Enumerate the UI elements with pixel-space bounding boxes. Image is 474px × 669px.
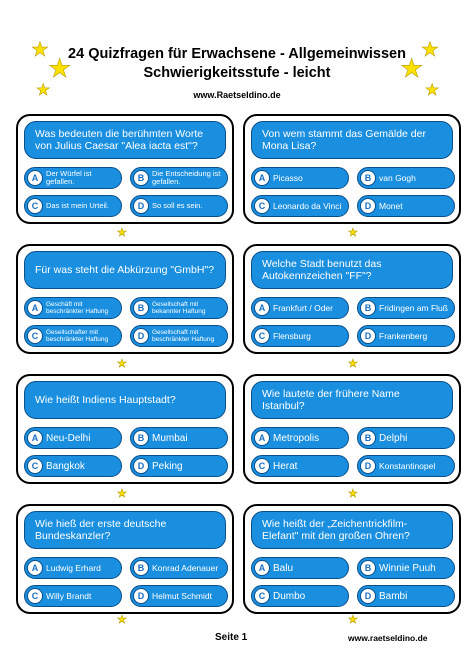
answer-option-b[interactable] (357, 427, 455, 449)
answer-letter: D (360, 588, 376, 604)
answer-text: Delphi (379, 432, 408, 444)
answer-option-d[interactable] (357, 585, 455, 607)
star-icon: ★ (117, 358, 127, 370)
answer-letter: D (133, 588, 149, 604)
answer-text: Konstantinopel (379, 460, 436, 471)
star-icon: ★ (425, 82, 440, 99)
answer-option-d[interactable] (130, 585, 228, 607)
star-icon: ★ (36, 82, 51, 99)
answer-letter: C (254, 588, 270, 604)
answer-text: Frankfurt / Oder (273, 302, 333, 313)
quiz-card (243, 244, 461, 354)
answer-letter: A (27, 560, 43, 576)
question: Wie heißt der „Zeichentrickfilm-Elefant" mit den großen Ohren? (251, 511, 453, 549)
answer-option-d[interactable] (357, 455, 455, 477)
answer-option-c[interactable] (24, 585, 122, 607)
quiz-card (243, 504, 461, 614)
answer-letter: A (254, 300, 270, 316)
answer-option-b[interactable] (130, 427, 228, 449)
quiz-card (16, 374, 234, 484)
question: Für was steht die Abkürzung "GmbH"? (24, 251, 226, 289)
answer-option-b[interactable] (130, 557, 228, 579)
header-website: www.Raetseldino.de (193, 90, 281, 100)
answer-option-c[interactable] (251, 195, 349, 217)
star-icon: ★ (400, 53, 424, 83)
answer-text: Monet (379, 200, 403, 211)
answer-letter: A (254, 170, 270, 186)
answer-letter: B (360, 560, 376, 576)
answer-option-b[interactable] (130, 297, 228, 319)
answer-text: Geschäft mit beschränkter Haftung (46, 300, 109, 315)
question: Welche Stadt benutzt das Autokennzeichen "FF"? (251, 251, 453, 289)
answer-letter: D (360, 458, 376, 474)
answer-letter: B (133, 560, 149, 576)
answer-text: Neu-Delhi (46, 432, 91, 444)
star-icon: ★ (117, 488, 127, 500)
answer-letter: B (133, 170, 149, 186)
quiz-card (16, 244, 234, 354)
star-icon: ★ (348, 227, 358, 239)
answer-letter: B (360, 300, 376, 316)
question: Wie lautete der frühere Name Istanbul? (251, 381, 453, 419)
answer-letter: A (254, 430, 270, 446)
answer-letter: C (254, 328, 270, 344)
answer-option-c[interactable] (251, 585, 349, 607)
answer-text: Gesellschaft mit beschränkter Haftung (152, 328, 215, 343)
answer-letter: B (360, 430, 376, 446)
answer-option-a[interactable] (24, 297, 122, 319)
answer-option-b[interactable] (357, 297, 455, 319)
answer-text: Gesellschafter mit beschränkter Haftung (46, 328, 109, 343)
answer-option-a[interactable] (24, 167, 122, 189)
answer-letter: A (27, 170, 43, 186)
answer-letter: D (133, 328, 149, 344)
question: Was bedeuten die berühmten Worte von Julius Caesar "Alea iacta est"? (24, 121, 226, 159)
answer-option-c[interactable] (24, 455, 122, 477)
quiz-card (16, 114, 234, 224)
answer-letter: A (254, 560, 270, 576)
footer-website[interactable]: www.raetseldino.de (348, 633, 428, 643)
answer-option-d[interactable] (357, 325, 455, 347)
answer-option-b[interactable] (130, 167, 228, 189)
answer-text: Willy Brandt (46, 590, 92, 601)
answer-option-b[interactable] (357, 557, 455, 579)
answer-text: Bangkok (46, 460, 85, 472)
star-icon: ★ (48, 53, 72, 83)
answer-text: Leonardo da Vinci (273, 200, 342, 211)
answer-letter: D (133, 198, 149, 214)
answer-letter: C (27, 328, 43, 344)
question: Wie heißt Indiens Hauptstadt? (24, 381, 226, 419)
page-subtitle: Schwierigkeitsstufe - leicht (143, 65, 331, 81)
answer-option-d[interactable] (130, 195, 228, 217)
page-number: Seite 1 (215, 632, 248, 643)
quiz-card (243, 114, 461, 224)
answer-text: Helmut Schmidt (152, 590, 212, 601)
answer-option-c[interactable] (251, 455, 349, 477)
answer-text: Herat (273, 460, 298, 472)
answer-letter: B (133, 430, 149, 446)
answer-letter: B (360, 170, 376, 186)
answer-option-d[interactable] (130, 455, 228, 477)
answer-text: Gesellschaft mit bekannter Haftung (152, 300, 206, 315)
answer-text: Mumbai (152, 432, 188, 444)
answer-letter: D (133, 458, 149, 474)
star-icon: ★ (117, 614, 127, 626)
answer-letter: B (133, 300, 149, 316)
answer-text: Fridingen am Fluß (379, 302, 448, 313)
answer-option-a[interactable] (24, 427, 122, 449)
answer-text: Balu (273, 562, 294, 574)
answer-letter: A (27, 430, 43, 446)
answer-text: So soll es sein. (152, 200, 203, 210)
answer-text: van Gogh (379, 172, 416, 183)
answer-option-c[interactable] (251, 325, 349, 347)
star-icon: ★ (31, 39, 49, 61)
question: Von wem stammt das Gemälde der Mona Lisa? (251, 121, 453, 159)
answer-letter: D (360, 328, 376, 344)
answer-option-a[interactable] (251, 427, 349, 449)
answer-letter: C (27, 198, 43, 214)
question: Wie hieß der erste deutsche Bundeskanzler? (24, 511, 226, 549)
answer-option-c[interactable] (24, 195, 122, 217)
answer-text: Bambi (379, 590, 408, 602)
star-icon: ★ (348, 488, 358, 500)
answer-text: Metropolis (273, 432, 320, 444)
answer-option-b[interactable] (357, 167, 455, 189)
star-icon: ★ (348, 358, 358, 370)
answer-text: Picasso (273, 172, 303, 183)
answer-text: Der Würfel ist gefallen. (46, 168, 92, 186)
answer-text: Konrad Adenauer (152, 562, 219, 573)
answer-letter: C (254, 198, 270, 214)
answer-text: Das ist mein Urteil. (46, 200, 109, 210)
quiz-card (16, 504, 234, 614)
answer-option-c[interactable] (24, 325, 122, 347)
answer-letter: D (360, 198, 376, 214)
answer-letter: C (27, 588, 43, 604)
answer-option-d[interactable] (130, 325, 228, 347)
answer-option-a[interactable] (251, 557, 349, 579)
star-icon: ★ (117, 227, 127, 239)
quiz-card (243, 374, 461, 484)
answer-text: Frankenberg (379, 330, 428, 341)
answer-text: Flensburg (273, 330, 311, 341)
page-title: 24 Quizfragen für Erwachsene - Allgemeinwissen (68, 46, 406, 62)
star-icon: ★ (421, 39, 439, 61)
answer-option-a[interactable] (251, 297, 349, 319)
answer-text: Ludwig Erhard (46, 562, 101, 573)
answer-option-a[interactable] (251, 167, 349, 189)
answer-text: Winnie Puuh (379, 562, 436, 574)
star-icon: ★ (348, 614, 358, 626)
answer-letter: A (27, 300, 43, 316)
answer-letter: C (27, 458, 43, 474)
answer-option-a[interactable] (24, 557, 122, 579)
answer-letter: C (254, 458, 270, 474)
answer-text: Peking (152, 460, 183, 472)
answer-option-d[interactable] (357, 195, 455, 217)
answer-text: Dumbo (273, 590, 306, 602)
answer-text: Die Entscheidung ist gefallen. (152, 168, 221, 186)
